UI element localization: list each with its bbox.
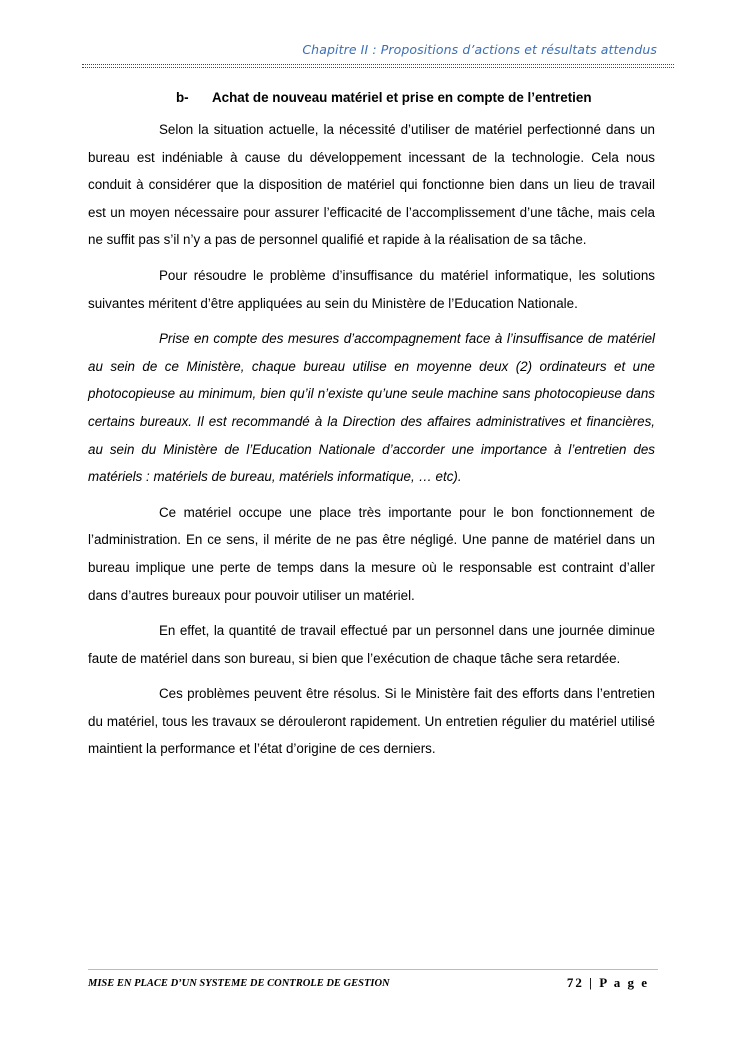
footer-document-title: MISE EN PLACE D’UN SYSTEME DE CONTROLE DE GESTION — [88, 978, 390, 989]
paragraph-5: En effet, la quantité de travail effectué par un personnel dans une journée diminue faute de matériel dans son bureau, si bien que l’exécution de chaque tâche sera retardée. — [88, 623, 655, 666]
paragraph-4: Ce matériel occupe une place très importante pour le bon fonctionnement de l’administration. En ce sens, il mérite de ne pas être négligé. Une panne de matériel dans un bureau implique une perte de temps dans la mesure où le responsable est contraint d’aller dans d’autres bureaux pour pouvoir utiliser un matériel. — [88, 504, 655, 603]
header-divider — [82, 64, 674, 65]
page-number: 72 | P a g e — [566, 975, 649, 990]
footer-divider — [88, 969, 658, 970]
paragraph-1: Selon la situation actuelle, la nécessité d’utiliser de matériel perfectionné dans un bureau est indéniable à cause du développement incessant de la technologie. Cela nous conduit à considérer que la disposition de matériel qui fonctionne bien dans un lieu de travail est un moyen nécessaire pour assurer l’efficacité de l’accomplissement d’une tâche, mais cela ne suffit pas s’il n’y a pas de personnel qualifié et rapide à la réalisation de sa tâche. — [88, 122, 655, 248]
section-letter: b- — [176, 90, 189, 105]
chapter-header: Chapitre II : Propositions d’actions et résultats attendus — [302, 42, 657, 57]
section-heading — [88, 88, 655, 108]
section-title: Achat de nouveau matériel et prise en compte de l’entretien — [212, 90, 592, 105]
paragraph-3: Prise en compte des mesures d’accompagnement face à l’insuffisance de matériel au sein de ce Ministère, chaque bureau utilise en moyenne deux (2) ordinateurs et une photocopieuse au minimum, bien qu’il n’existe qu’une seule machine sans photocopieuse dans certains bureaux. Il est recommandé à la Direction des affaires administratives et financières, au sein du Ministère de l’Education Nationale d’accorder une importance à l’entretien des matériels : matériels de bureau, matériels informatique, … etc). — [88, 331, 655, 485]
header-divider-secondary — [82, 67, 674, 68]
page-body — [88, 88, 655, 771]
paragraph-2: Pour résoudre le problème d’insuffisance du matériel informatique, les solutions suivantes méritent d’être appliquées au sein du Ministère de l’Education Nationale. — [88, 267, 655, 311]
paragraph-6: Ces problèmes peuvent être résolus. Si le Ministère fait des efforts dans l’entretien du matériel, tous les travaux se dérouleront rapidement. Un entretien régulier du matériel utilisé maintient la performance et l’état d’origine de ces derniers. — [88, 686, 655, 757]
